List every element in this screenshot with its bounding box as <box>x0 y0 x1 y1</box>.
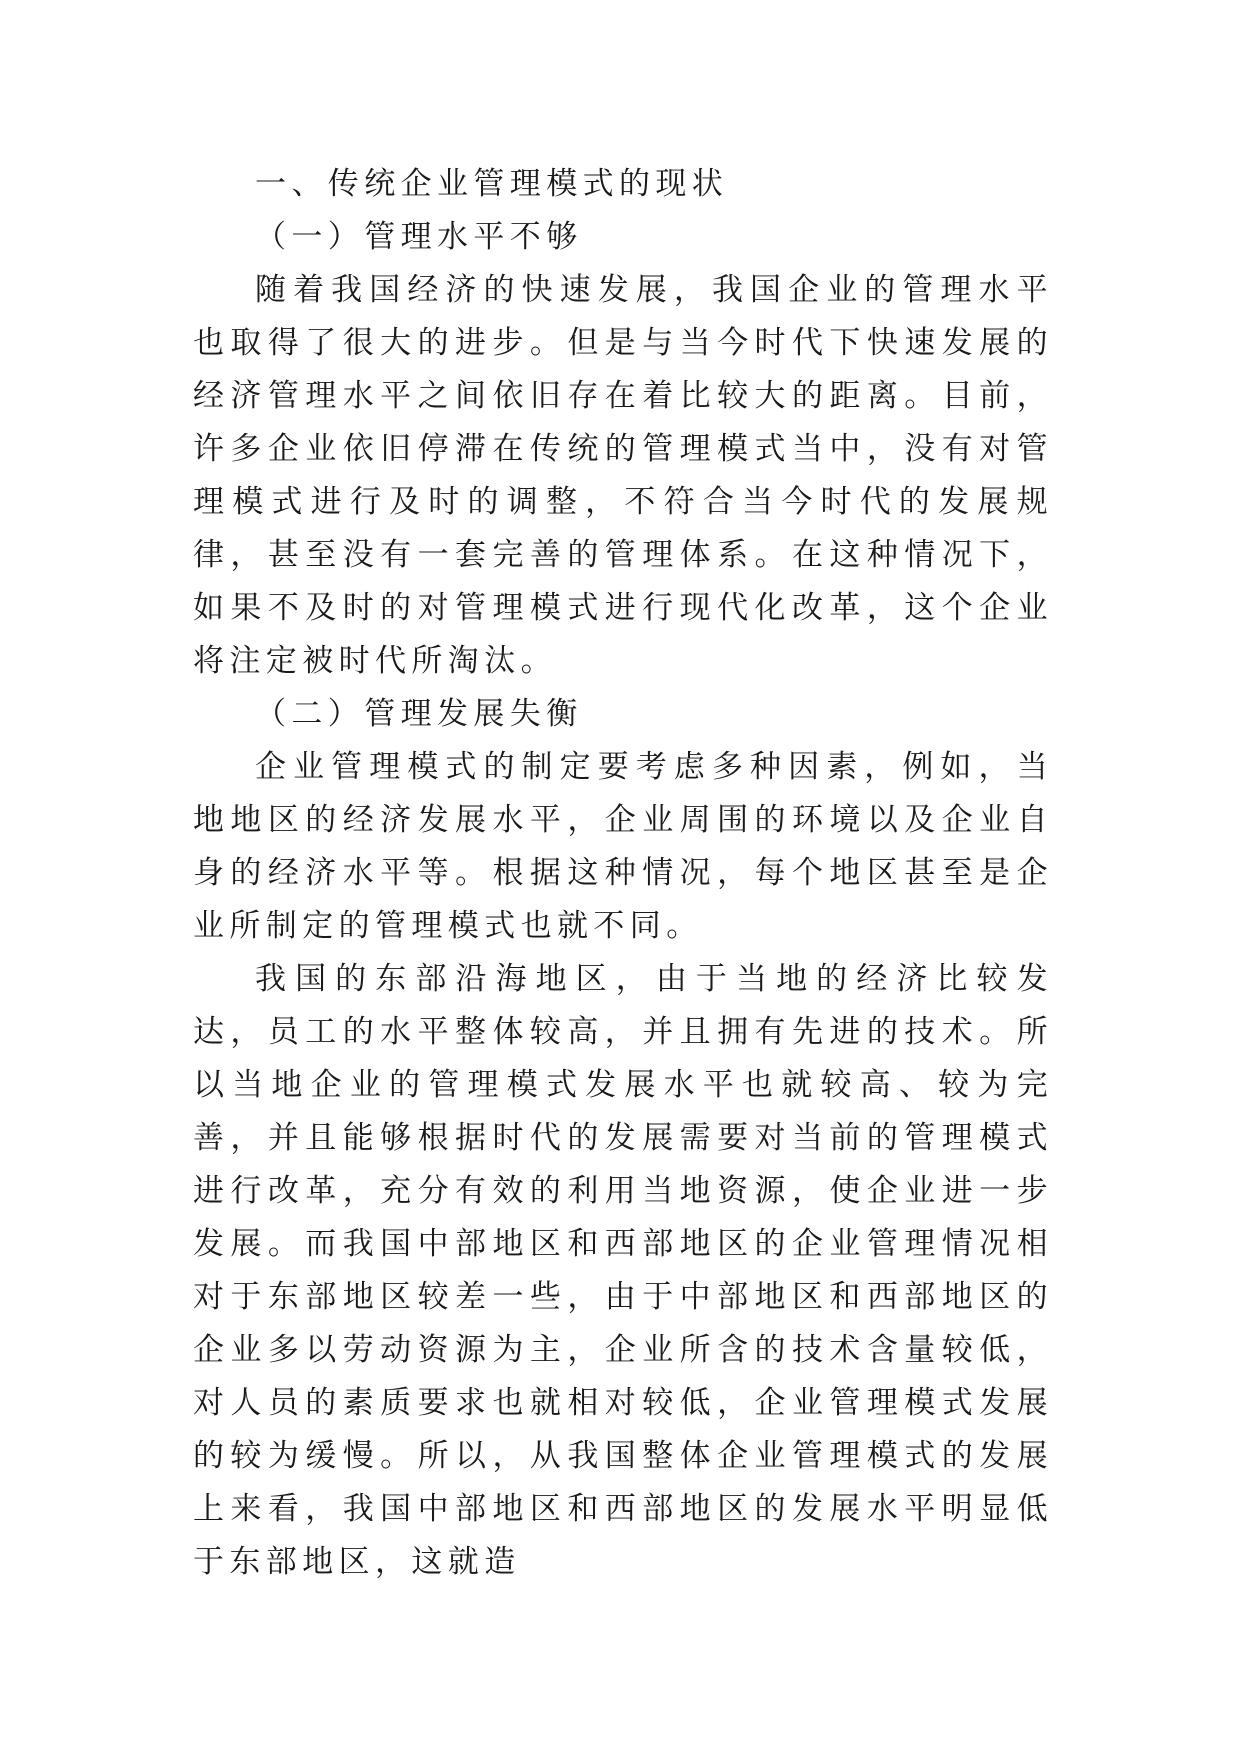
subsection-heading-1: （一）管理水平不够 <box>255 219 583 255</box>
subsection-heading-2: （二）管理发展失衡 <box>255 696 583 732</box>
section-heading: 一、传统企业管理模式的现状 <box>255 166 729 202</box>
paragraph-2: 企业管理模式的制定要考虑多种因素，例如，当地地区的经济发展水平，企业周围的环境以及企业自身的经济水平等。根据这种情况，每个地区甚至是企业所制定的管理模式也就不同。 <box>193 749 1053 944</box>
paragraph-1: 随着我国经济的快速发展，我国企业的管理水平也取得了很大的进步。但是与当今时代下快速发展的经济管理水平之间依旧存在着比较大的距离。目前，许多企业依旧停滞在传统的管理模式当中，没有对管理模式进行及时的调整，不符合当今时代的发展规律，甚至没有一套完善的管理体系。在这种情况下，如果不及时的对管理模式进行现代化改革，这个企业将注定被时代所淘汰。 <box>193 272 1053 679</box>
paragraph-3: 我国的东部沿海地区，由于当地的经济比较发达，员工的水平整体较高，并且拥有先进的技术。所以当地企业的管理模式发展水平也就较高、较为完善，并且能够根据时代的发展需要对当前的管理模式进行改革，充分有效的利用当地资源，使企业进一步发展。而我国中部地区和西部地区的企业管理情况相对于东部地区较差一些，由于中部地区和西部地区的企业多以劳动资源为主，企业所含的技术含量较低，对人员的素质要求也就相对较低，企业管理模式发展的较为缓慢。所以，从我国整体企业管理模式的发展上来看，我国中部地区和西部地区的发展水平明显低于东部地区，这就造 <box>193 961 1053 1580</box>
document-body <box>193 158 1053 1589</box>
